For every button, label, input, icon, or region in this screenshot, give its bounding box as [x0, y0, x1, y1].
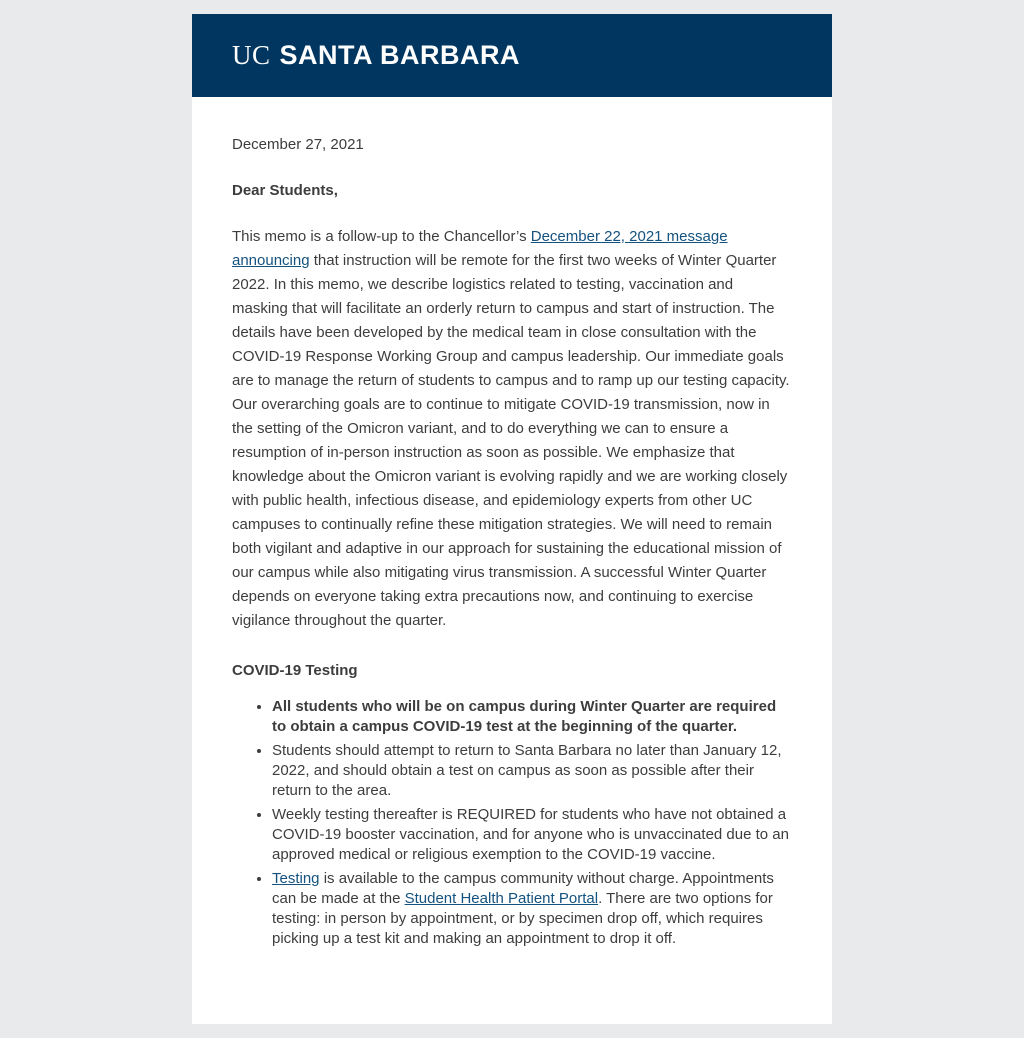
- text-segment: Students should attempt to return to Santa Barbara no later than January 12, 2022, and should obtain a test on campus as soon as possible after their return to the area.: [272, 742, 782, 799]
- text-segment: This memo is a follow-up to the Chancellor’s: [232, 228, 531, 245]
- salutation: Dear Students,: [232, 182, 338, 199]
- logo-wordmark-text: SANTA BARBARA: [279, 40, 520, 70]
- ucsb-logo: [232, 40, 792, 70]
- testing-link[interactable]: Testing: [272, 870, 320, 887]
- section-heading-covid-testing: COVID-19 Testing: [232, 662, 358, 679]
- text-segment: is available to the campus community without charge. Appointments can be made at the: [272, 870, 774, 907]
- testing-bullet-list: [232, 697, 792, 949]
- logo-uc-text: UC: [232, 40, 271, 70]
- date-line: December 27, 2021: [232, 136, 364, 153]
- text-segment: All students who will be on campus during Winter Quarter are required to obtain a campus COVID-19 test at the beginning of the quarter.: [272, 698, 777, 735]
- student-health-patient-portal-link[interactable]: Student Health Patient Portal: [404, 890, 599, 907]
- bullet-return-date: [272, 741, 792, 801]
- email-body: [192, 97, 832, 993]
- text-segment: . There are two options for testing: in person by appointment, or by specimen drop off, which requires picking up a test kit and making an appointment to drop it off.: [272, 890, 773, 947]
- bullet-testing-requirement: [272, 697, 792, 737]
- bullet-testing-availability: [272, 869, 792, 949]
- december-22-message-link[interactable]: December 22, 2021 message announcing: [232, 228, 728, 269]
- text-segment: that instruction will be remote for the first two weeks of Winter Quarter 2022. In this memo, we describe logistics related to testing, vaccination and masking that will facilitate an orderly return to campus and start of instruction. The details have been developed by the medical team in close consultation with the COVID-19 Response Working Group and campus leadership. Our immediate goals are to manage the return of students to campus and to ramp up our testing capacity. Our overarching goals are to continue to mitigate COVID-19 transmission, now in the setting of the Omicron variant, and to do everything we can to ensure a resumption of in-person instruction as soon as possible. We emphasize that knowledge about the Omicron variant is evolving rapidly and we are working closely with public health, infectious disease, and epidemiology experts from other UC campuses to continually refine these mitigation strategies. We will need to remain both vigilant and adaptive in our approach for sustaining the educational mission of our campus while also mitigating virus transmission. A successful Winter Quarter depends on everyone taking extra precautions now, and continuing to exercise vigilance throughout the quarter.: [232, 252, 790, 629]
- text-segment: Weekly testing thereafter is REQUIRED for students who have not obtained a COVID-19 booster vaccination, and for anyone who is unvaccinated due to an approved medical or religious exemption to the COVID-19 vaccine.: [272, 806, 789, 863]
- email-container: [192, 14, 832, 1024]
- ucsb-header: [192, 14, 832, 97]
- bullet-weekly-testing: [272, 805, 792, 865]
- intro-paragraph: [232, 225, 792, 633]
